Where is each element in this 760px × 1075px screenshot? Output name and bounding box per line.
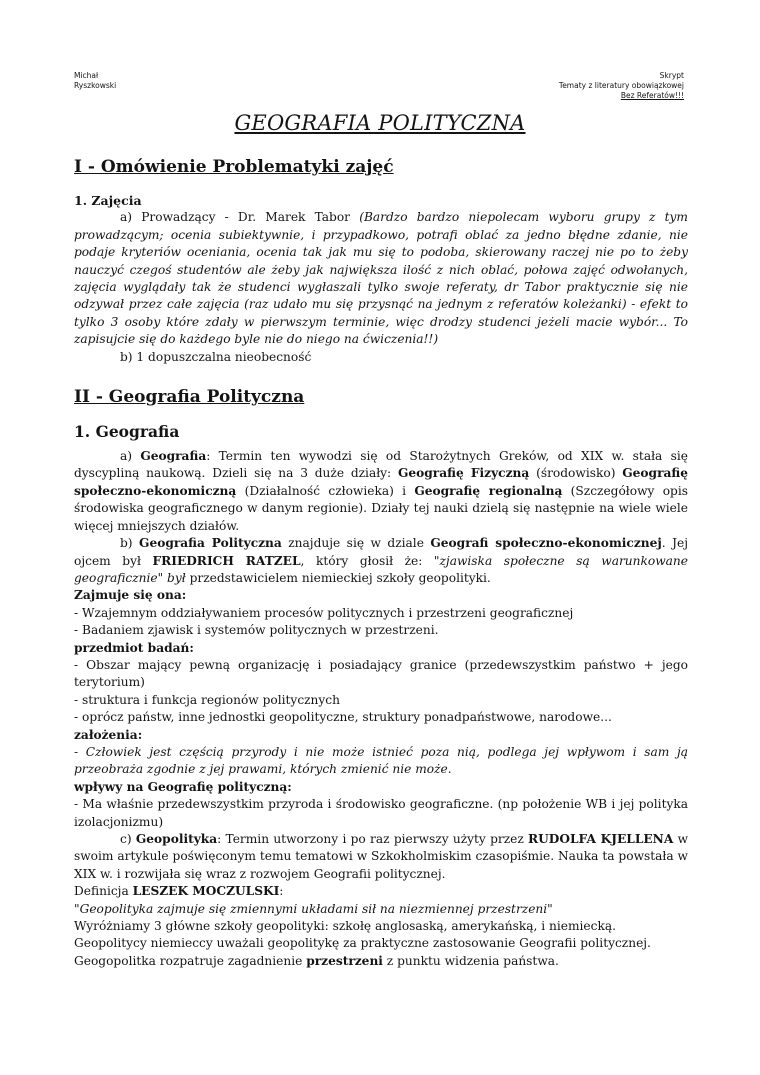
name-ratzel: FRIEDRICH RATZEL: [152, 553, 301, 568]
author-first-name: Michał: [74, 71, 99, 80]
ratzel-quote: "zjawiska społeczne są warunkowane geograficznie" był: [74, 553, 688, 585]
definition-suffix: :: [279, 884, 284, 899]
geopolitics-paragraph-c: [74, 831, 688, 883]
classes-a-text: a) Prowadzący - Dr. Marek Tabor: [120, 210, 360, 225]
para-a-text-3: (Działalność człowieka) i: [236, 483, 415, 498]
document-type: Skrypt: [659, 71, 684, 80]
para-a-label: a): [120, 449, 141, 464]
para-b-text-2: . Jej ojcem był: [74, 536, 688, 568]
definition-prefix: Definicja: [74, 884, 133, 899]
influences-heading: wpływy na Geografię polityczną:: [74, 779, 292, 794]
assumptions-heading: założenia:: [74, 727, 143, 742]
term-geografia-fizyczna: Geografię Fizyczną: [397, 466, 530, 481]
section1-subheading: 1. Zajęcia: [74, 193, 142, 208]
term-geografia-spoleczno-ekonomiczna: Geografię społeczno-ekonomiczną: [74, 466, 689, 498]
list-item: - struktura i funkcja regionów politycznych: [74, 692, 340, 707]
list-item: - Badaniem zjawisk i systemów politycznych w przestrzeni.: [74, 623, 439, 638]
para-c-text-2: w swoim artykule poświęconym temu tematowi w Szkokholmiskim czasopiśmie. Nauka ta powstała w XIX w. i rozwijała się wraz z rozwojem Geografii politycznej.: [74, 832, 688, 881]
classes-a-comment: (Bardzo bardzo niepolecam wyboru grupy z tym prowadzącym; ocenia subiektywnie, i przypadkowo, potrafi oblać za jedno błędne zdanie, nie podaje kryteriów oceniania, ocenia tak jak mu się to podoba, skierowany raczej nie po to żeby nauczyć czegoś studentów ale żeby jak największa ilość z nich oblać, połowa zajęć odwołanych, zajęcia wyglądały tak że studenci wygłaszali tylko swoje referaty, dr Tabor praktycznie się nie odzywał przez całe zajęcia (raz udało mu się przysnąć na jednym z referatów koleżanki) - efekt to tylko 3 osoby które zdały w pierwszym terminie, więc drodzy studenci jeżeli macie wybór... To zapisujcie się do każdego byle nie do niego na ćwiczenia!!): [74, 210, 688, 347]
para-a-text-2: (środowisko): [529, 466, 623, 481]
closing-line-2: Geopolitycy niemieccy uważali geopolitykę za praktyczne zastosowanie Geografii politycznej.: [74, 936, 651, 951]
list-item: - Wzajemnym oddziaływaniem procesów politycznych i przestrzeni geograficznej: [74, 605, 574, 620]
scope-heading: Zajmuje się ona:: [74, 588, 187, 603]
author-last-name: Ryszkowski: [74, 81, 117, 90]
closing-line-3: [74, 953, 688, 970]
para-c-label: c): [120, 832, 136, 846]
assumptions-text: - Człowiek jest częścią przyrody i nie może istnieć poza nią, podlega jej wpływom i sam ją przeobraża zgodnie z jej prawami, których zmienić nie może.: [74, 744, 688, 777]
term-geografia-spoleczno-ekonomicznej: Geografi społeczno-ekonomicznej: [430, 536, 662, 551]
definition-line: [74, 883, 688, 900]
document-body: [74, 156, 688, 970]
para-b-text-4: przedstawicielem niemieckiej szkoły geopolityki.: [185, 570, 491, 585]
name-moczulski: LESZEK MOCZULSKI: [132, 884, 280, 899]
name-kjellen: RUDOLFA KJELLENA: [528, 832, 674, 846]
page-title: GEOGRAFIA POLITYCZNA: [234, 111, 526, 135]
document-info-block: [559, 71, 684, 101]
influences-text: - Ma właśnie przedewszystkim przyroda i środowisko geograficzne. (np położenie WB i jej polityka izolacjonizmu): [74, 797, 688, 829]
document-note: Bez Referatów!!!: [620, 91, 684, 100]
closing-line-3-pre: Geogopolitka rozpatruje zagadnienie: [74, 953, 307, 968]
classes-paragraph-b: b) 1 dopuszczalna nieobecność: [120, 349, 312, 364]
para-c-text-1: : Termin utworzony i po raz pierwszy użyty przez: [217, 832, 529, 846]
classes-paragraph-a: [74, 209, 688, 348]
term-geopolityka: Geopolityka: [135, 832, 218, 846]
list-item: - Obszar mający pewną organizację i posiadający granice (przedewszystkim państwo + jego terytorium): [74, 657, 688, 690]
closing-line-3-post: z punktu widzenia państwa.: [382, 953, 559, 968]
list-item: - oprócz państw, inne jednostki geopolityczne, struktury ponadpaństwowe, narodowe...: [74, 710, 612, 725]
document-subject: Tematy z literatury obowiązkowej: [558, 81, 684, 90]
definition-quote: "Geopolityka zajmuje się zmiennymi układami sił na niezmiennej przestrzeni": [74, 901, 553, 916]
author-block: [74, 71, 116, 91]
subject-heading: przedmiot badań:: [74, 640, 194, 655]
term-przestrzeni: przestrzeni: [306, 953, 383, 968]
term-geografia-polityczna: Geografia Polityczna: [139, 536, 282, 551]
para-b-text-1: znajduje się w dziale: [281, 536, 431, 551]
closing-line-1: Wyróżniamy 3 główne szkoły geopolityki: szkołę anglosaską, amerykańską, i niemiecką.: [74, 919, 616, 934]
section2-heading: II - Geografia Polityczna: [74, 387, 305, 408]
section1-heading: I - Omówienie Problematyki zajęć: [74, 157, 394, 177]
para-b-text-3: , który głosił że:: [300, 553, 434, 568]
term-geografia: Geografia: [140, 449, 207, 464]
para-a-text-1: : Termin ten wywodzi się od Starożytnych Greków, od XIX w. stała się dyscypliną naukową. Dzieli się na 3 duże działy:: [74, 449, 688, 481]
geography-paragraph-a: [74, 448, 688, 535]
para-a-text-4: (Szczegółowy opis środowiska geograficznego w danym regionie). Działy tej nauki dzielą się następnie na wiele wiele więcej mniejszych działów.: [74, 483, 688, 533]
term-geografia-regionalna: Geografię regionalną: [414, 483, 563, 498]
geography-paragraph-b: [74, 535, 688, 587]
section2-subheading: 1. Geografia: [74, 422, 180, 442]
para-b-label: b): [120, 536, 140, 551]
